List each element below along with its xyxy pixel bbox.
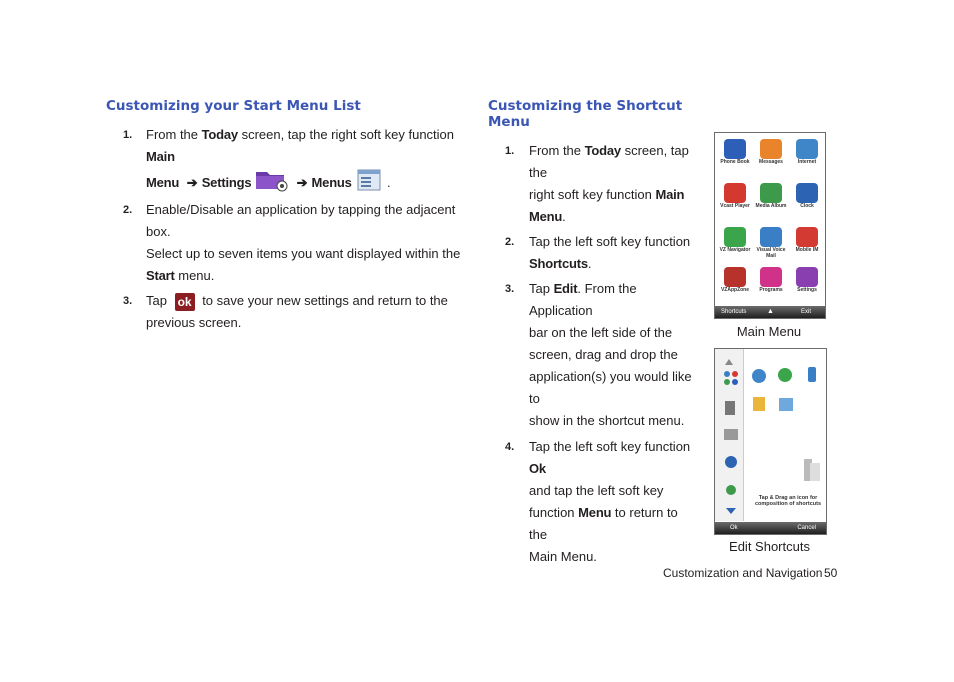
- keyword-ok: Ok: [529, 461, 546, 476]
- menu-app-icon[interactable]: [789, 227, 825, 253]
- menu-app-icon[interactable]: [717, 183, 753, 209]
- right-step-1: [488, 140, 698, 228]
- phone-icon[interactable]: [808, 367, 816, 382]
- keyword-menus: Menus: [311, 174, 352, 190]
- main-menu-caption: Main Menu: [736, 324, 802, 339]
- step-number: 1.: [123, 129, 133, 141]
- keyword-shortcuts: Shortcuts: [529, 256, 588, 271]
- step-text: right soft key function: [529, 187, 656, 202]
- app-icon-label: Clock: [800, 203, 814, 209]
- left-step-2: [106, 199, 466, 287]
- app-icon: [724, 267, 746, 287]
- keyword-main: Main: [146, 149, 175, 164]
- step-text: From the: [529, 143, 585, 158]
- step-text: Main Menu.: [529, 549, 597, 564]
- folder-icon: [810, 463, 820, 481]
- step-text: screen, tap the right soft key function: [237, 127, 455, 142]
- menu-app-icon[interactable]: [789, 267, 825, 293]
- app-icon: [724, 227, 746, 247]
- right-step-4: [488, 436, 698, 568]
- app-icon: [724, 139, 746, 159]
- step-text: Tap: [529, 281, 554, 296]
- section-heading-shortcut-menu: Customizing the Shortcut Menu: [488, 98, 683, 130]
- edit-shortcuts-screenshot: [714, 348, 827, 535]
- settings-folder-icon: [255, 168, 289, 199]
- step-text: show in the shortcut menu.: [529, 413, 685, 428]
- edit-shortcuts-softkey-bar: [715, 522, 826, 534]
- app-icon[interactable]: [753, 397, 765, 411]
- app-icon-label: Visual Voice Mail: [756, 247, 786, 259]
- keyword-main: Main: [655, 187, 685, 202]
- menu-app-icon[interactable]: [753, 227, 789, 259]
- up-arrow-icon: ▲: [767, 308, 774, 315]
- main-menu-screenshot: [714, 132, 826, 319]
- navigator-icon[interactable]: [778, 368, 792, 382]
- keyword-edit: Edit: [553, 281, 578, 296]
- footer-section: Customization and Navigation: [663, 566, 823, 580]
- softkey-ok: Ok: [730, 525, 738, 531]
- internet-icon[interactable]: [752, 369, 766, 383]
- arrow-icon: ➔: [296, 174, 308, 190]
- step-text: previous screen.: [146, 315, 242, 330]
- scroll-down-icon[interactable]: [726, 508, 736, 514]
- left-step-3: [106, 290, 466, 334]
- step-text: Enable/Disable an application by tapping the adjacent box.: [146, 202, 456, 239]
- app-icon-label: Phone Book: [720, 159, 750, 165]
- softkey-exit: Exit: [800, 309, 811, 315]
- main-menu-softkey-bar: [715, 306, 825, 318]
- shortcut-area: [744, 349, 826, 521]
- step-text: .: [386, 174, 391, 190]
- right-step-3: [488, 278, 698, 432]
- app-icon-label: VZAppZone: [720, 287, 750, 293]
- step-number: 4.: [505, 441, 515, 453]
- app-icon: [724, 183, 746, 203]
- step-number: 3.: [123, 295, 133, 307]
- softkey-shortcuts: Shortcuts: [721, 309, 747, 315]
- app-icon-label: VZ Navigator: [719, 247, 751, 253]
- step-number: 1.: [505, 145, 515, 157]
- app-icon[interactable]: [726, 485, 736, 495]
- app-icon-label: Mobile IM: [795, 247, 819, 253]
- app-icon[interactable]: [725, 456, 737, 468]
- app-icon: [796, 267, 818, 287]
- step-text: menu.: [174, 268, 215, 283]
- keyword-menu: Menu: [146, 174, 180, 190]
- step-text: function: [529, 505, 579, 520]
- app-icon-label: Settings: [797, 287, 817, 293]
- keyword-today: Today: [584, 143, 621, 158]
- menus-icon: [355, 168, 383, 199]
- app-icon-label: Media Album: [755, 203, 787, 209]
- step-number: 2.: [505, 236, 515, 248]
- step-text: bar on the left side of the: [529, 325, 673, 340]
- step-text: . From the Application: [529, 281, 637, 318]
- application-bar: [715, 349, 744, 521]
- app-icon: [760, 139, 782, 159]
- keyword-start: Start: [146, 268, 175, 283]
- keyword-menu: Menu: [578, 505, 612, 520]
- app-icon: [796, 183, 818, 203]
- app-icon: [760, 183, 782, 203]
- step-number: 3.: [505, 283, 515, 295]
- step-text: application(s) you would like to: [529, 369, 692, 406]
- step-text: .: [562, 209, 566, 224]
- step-number: 2.: [123, 204, 133, 216]
- app-icon: [796, 139, 818, 159]
- app-icon-label: Internet: [797, 159, 817, 165]
- menu-app-icon[interactable]: [717, 267, 753, 293]
- softkey-cancel: Cancel: [797, 525, 816, 531]
- step-text: Tap: [146, 293, 171, 308]
- menu-app-icon[interactable]: [753, 267, 789, 293]
- app-icon-label: Vcast Player: [720, 203, 750, 209]
- app-icon[interactable]: [732, 379, 738, 385]
- scroll-up-icon[interactable]: [725, 359, 733, 365]
- right-step-2: [488, 231, 698, 275]
- app-icon: [760, 227, 782, 247]
- menu-app-icon[interactable]: [753, 183, 789, 209]
- keyword-settings: Settings: [201, 174, 252, 190]
- app-icon: [796, 227, 818, 247]
- step-text: to save your new settings and return to the: [198, 293, 448, 308]
- menu-app-icon[interactable]: [753, 139, 789, 165]
- menu-app-icon[interactable]: [717, 139, 753, 165]
- left-column: [106, 98, 466, 334]
- app-icon-label: Messages: [759, 159, 783, 165]
- keyword-today: Today: [201, 127, 238, 142]
- step-text: .: [587, 256, 592, 271]
- menu-app-icon[interactable]: [717, 227, 753, 253]
- drag-hint: Tap & Drag an icon for composition of shortcuts: [755, 495, 821, 507]
- app-icon[interactable]: [724, 379, 730, 385]
- ok-icon: ok: [175, 293, 195, 311]
- section-heading-start-menu: Customizing your Start Menu List: [106, 98, 361, 114]
- keyword-menu: Menu: [529, 209, 563, 224]
- edit-shortcuts-caption: Edit Shortcuts: [729, 539, 810, 554]
- step-text: and tap the left soft key: [529, 483, 664, 498]
- app-icon: [760, 267, 782, 287]
- menu-app-icon[interactable]: [789, 139, 825, 165]
- step-text: Select up to seven items you want displayed within the: [146, 246, 461, 261]
- app-icon-label: Programs: [759, 287, 783, 293]
- left-step-1: [106, 124, 466, 199]
- step-text: Tap the left soft key function: [529, 439, 691, 454]
- step-text: screen, tap the: [529, 143, 689, 180]
- arrow-icon: ➔: [186, 174, 198, 190]
- step-text: From the: [146, 127, 202, 142]
- step-text: screen, drag and drop the: [529, 347, 678, 362]
- app-icon[interactable]: [779, 398, 793, 411]
- step-text: to return to the: [529, 505, 678, 542]
- menu-app-icon[interactable]: [789, 183, 825, 209]
- app-icon[interactable]: [732, 371, 738, 377]
- app-icon[interactable]: [724, 429, 738, 440]
- app-icon[interactable]: [724, 371, 730, 377]
- step-text: Tap the left soft key function: [529, 234, 691, 249]
- right-column: [488, 98, 698, 568]
- page-number: 50: [824, 566, 838, 580]
- app-icon[interactable]: [725, 401, 735, 415]
